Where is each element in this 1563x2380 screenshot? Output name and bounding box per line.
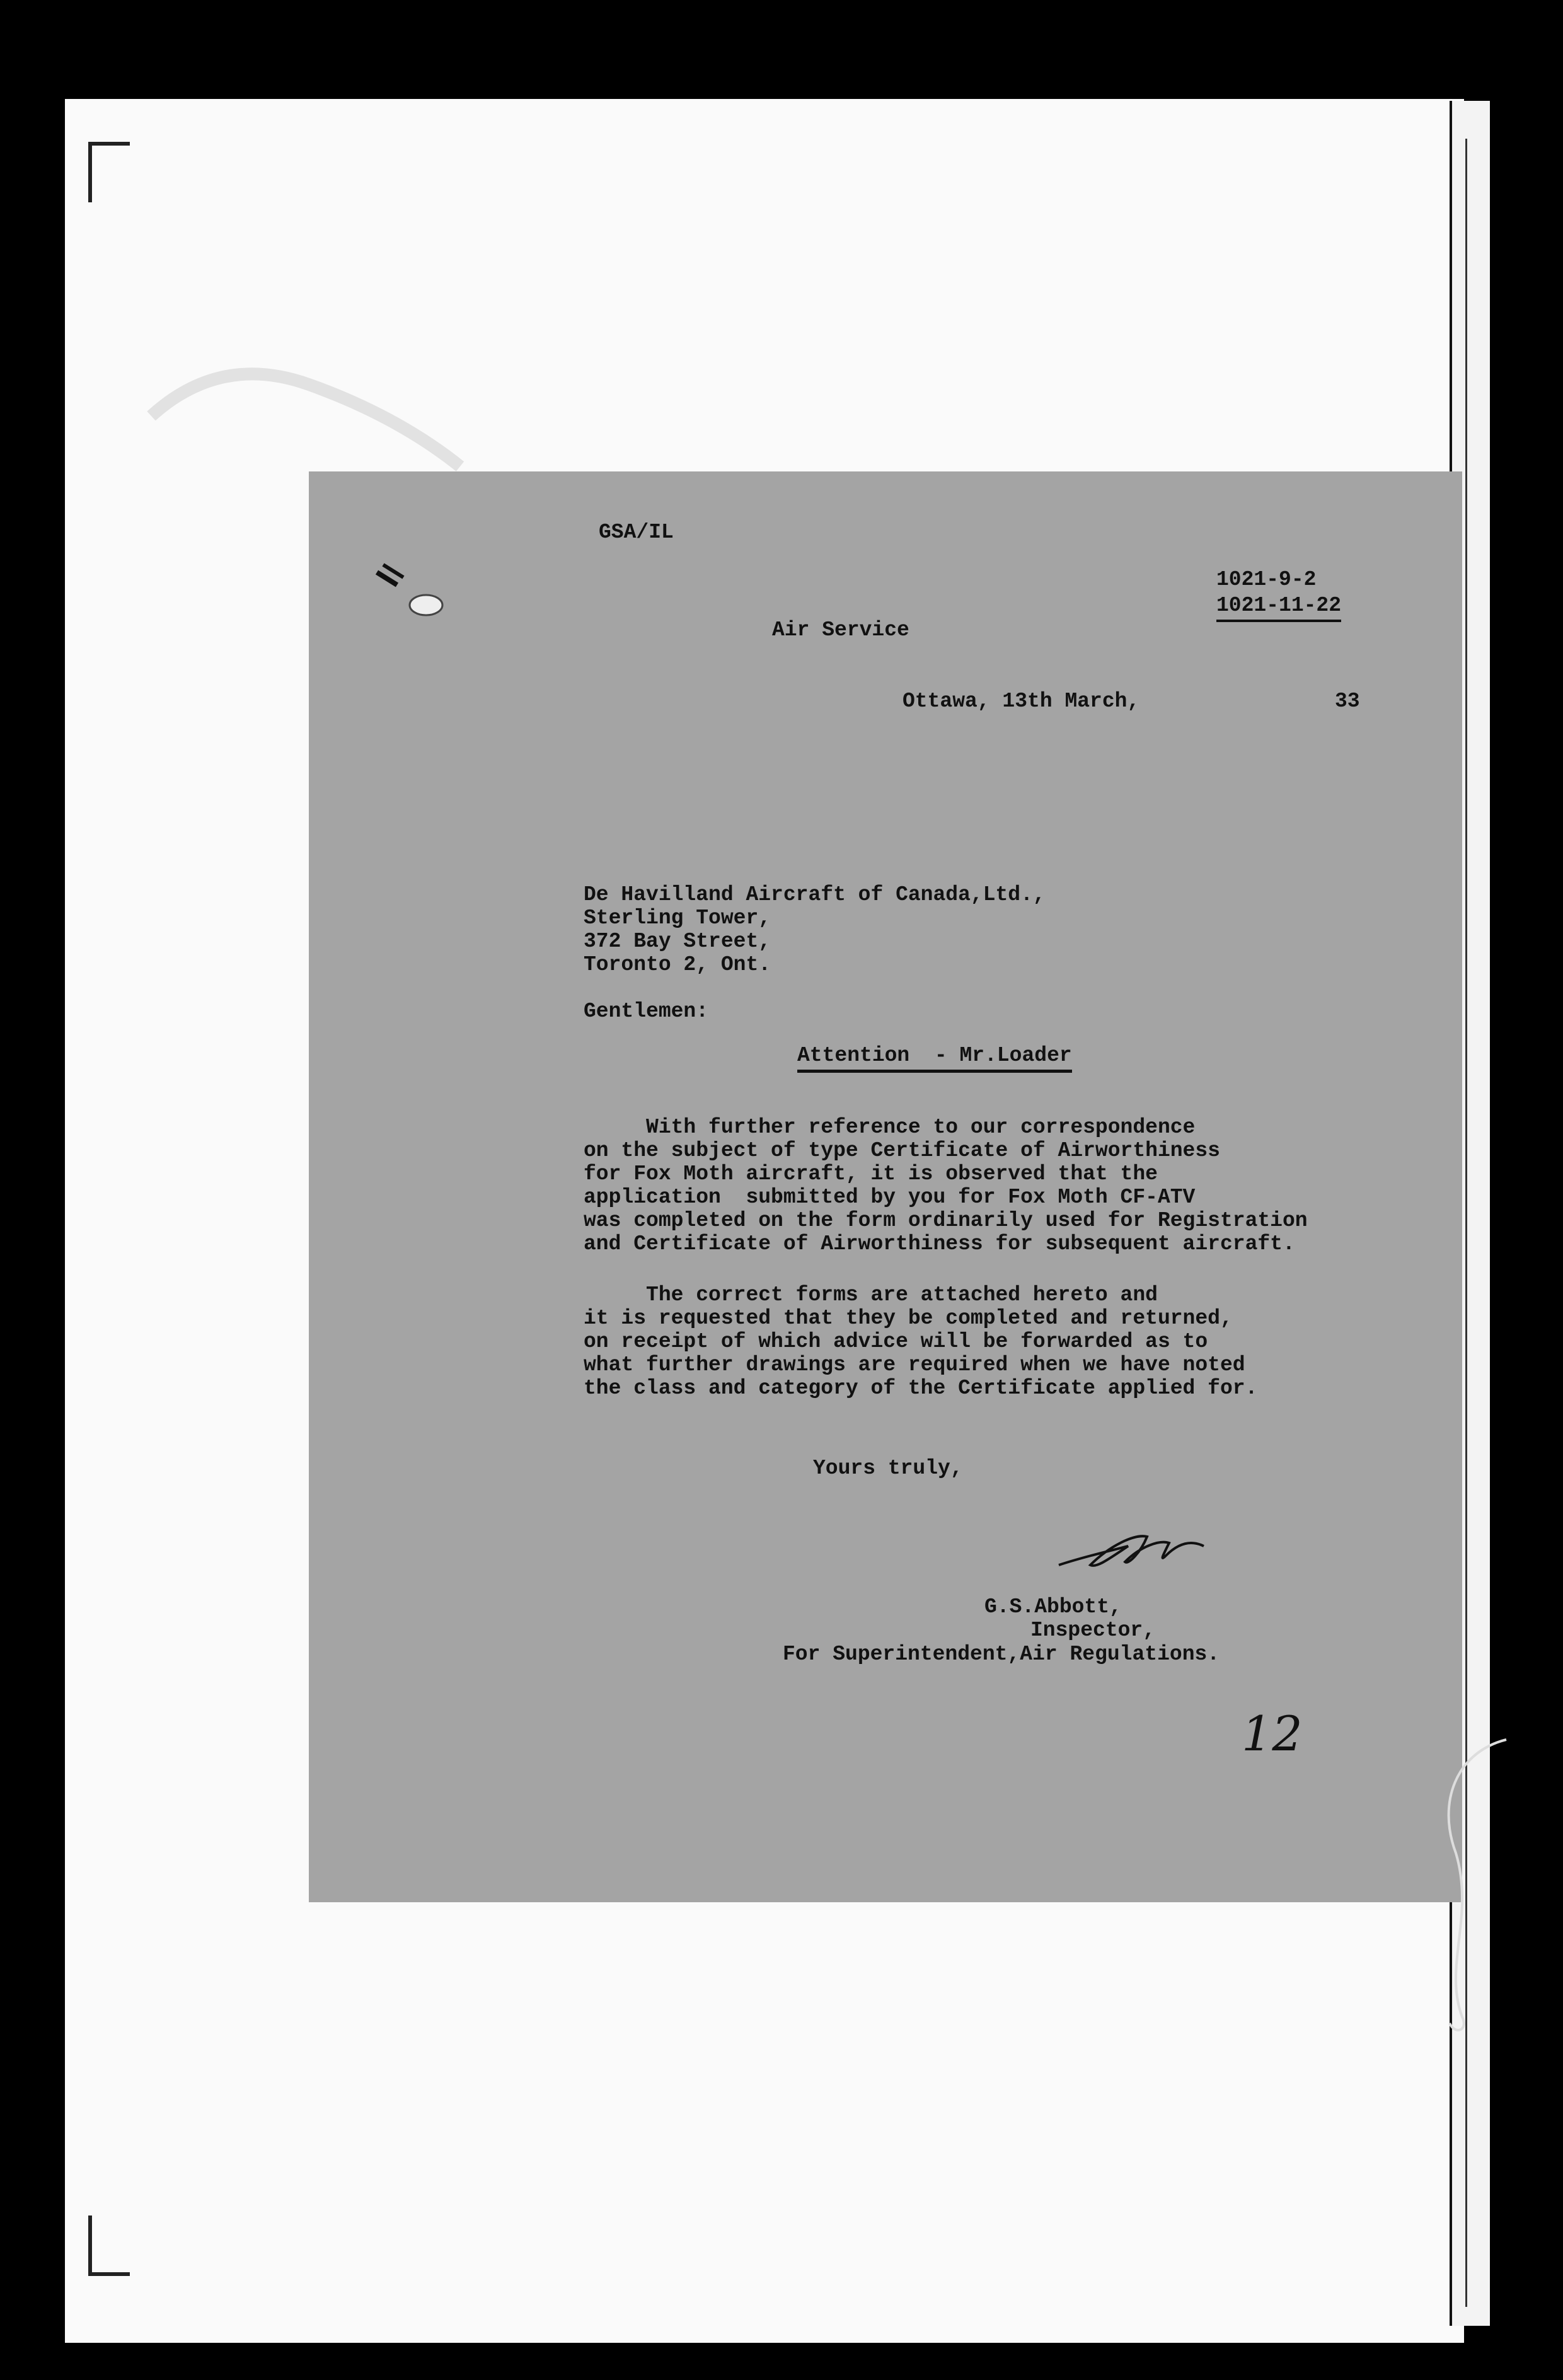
recipient-line-4: Toronto 2, Ont. xyxy=(584,953,771,976)
file-ref-2: 1021-11-22 xyxy=(1216,595,1341,622)
recipient-line-3: 372 Bay Street, xyxy=(584,930,771,953)
paragraph-2-line-2: it is requested that they be completed and returned, xyxy=(584,1307,1233,1330)
paragraph-1-line-4: application submitted by you for Fox Moth CF-ATV xyxy=(584,1186,1196,1209)
signatory-name: G.S.Abbott, xyxy=(984,1595,1122,1619)
paragraph-2-line-4: what further drawings are required when we have noted xyxy=(584,1353,1245,1377)
typist-initials: GSA/IL xyxy=(599,521,674,544)
crop-mark-bottom-left xyxy=(88,2215,130,2276)
page-number-annotation: 12 xyxy=(1242,1706,1303,1762)
letterhead: Air Service xyxy=(772,618,909,642)
handwritten-signature xyxy=(1053,1521,1216,1578)
recipient-line-1: De Havilland Aircraft of Canada,Ltd., xyxy=(584,883,1046,906)
signatory-title: Inspector, xyxy=(1030,1619,1156,1642)
paragraph-2-line-1: The correct forms are attached hereto and xyxy=(584,1283,1158,1307)
paragraph-1-line-2: on the subject of type Certificate of Airworthiness xyxy=(584,1139,1220,1162)
paragraph-1-line-1: With further reference to our correspondence xyxy=(584,1116,1196,1139)
attention-line: Attention - Mr.Loader xyxy=(797,1045,1072,1073)
date-year: 33 xyxy=(1335,690,1360,713)
paragraph-2-line-3: on receipt of which advice will be forwarded as to xyxy=(584,1330,1208,1353)
recipient-line-2: Sterling Tower, xyxy=(584,906,771,930)
closing: Yours truly, xyxy=(813,1457,963,1480)
paragraph-1-line-3: for Fox Moth aircraft, it is observed that the xyxy=(584,1162,1158,1186)
crop-mark-top-left xyxy=(88,142,130,202)
letter-page xyxy=(309,471,1462,1902)
staple-mark xyxy=(372,560,447,623)
signatory-for: For Superintendent,Air Regulations. xyxy=(783,1643,1220,1666)
tape-smudge xyxy=(145,340,473,479)
file-ref-1: 1021-9-2 xyxy=(1216,568,1317,591)
paragraph-2-line-5: the class and category of the Certificate applied for. xyxy=(584,1377,1258,1400)
paragraph-1-line-5: was completed on the form ordinarily used for Registration xyxy=(584,1209,1308,1232)
stray-thread xyxy=(1418,1727,1544,2042)
place-date: Ottawa, 13th March, xyxy=(903,690,1140,713)
paragraph-1-line-6: and Certificate of Airworthiness for subsequent aircraft. xyxy=(584,1232,1295,1256)
salutation: Gentlemen: xyxy=(584,1000,709,1023)
